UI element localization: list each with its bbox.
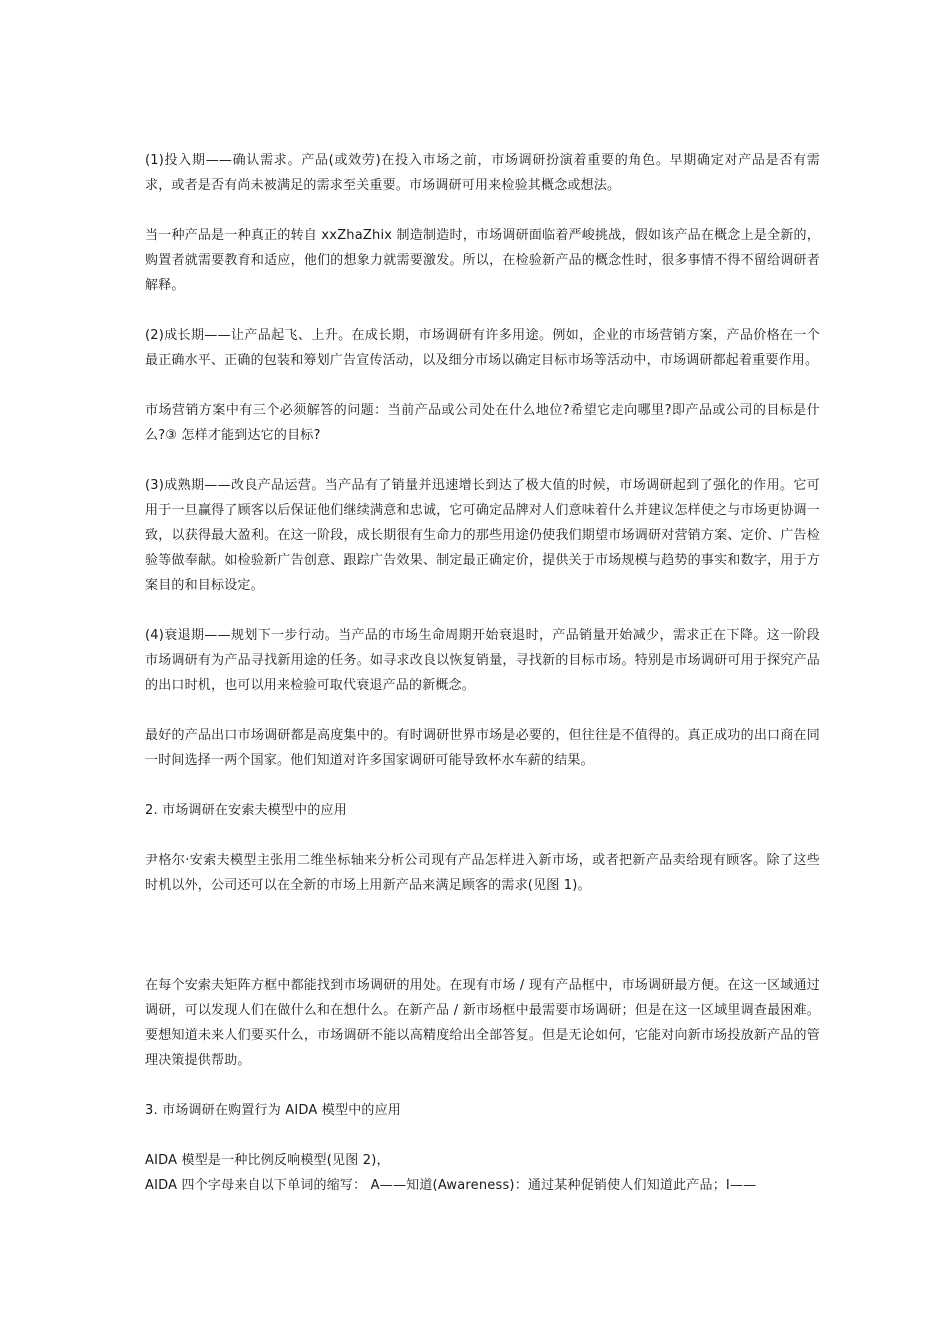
section-heading-aida: 3. 市场调研在购置行为 AIDA 模型中的应用 (145, 1103, 402, 1118)
paragraph-decline-stage: (4)衰退期——规划下一步行动。当产品的市场生命周期开始衰退时，产品销量开始减少，需求正在下降。这一阶段市场调研有为产品寻找新用途的任务。如寻求改良以恢复销量，寻找新的目标市场。特别是市场调研可用于探究产品的出口时机，也可以用来检验可取代衰退产品的新概念。 (145, 628, 820, 693)
paragraph-marketing-plan-questions: 市场营销方案中有三个必须解答的问题：当前产品或公司处在什么地位?希望它走向哪里?即产品或公司的目标是什么?③ 怎样才能到达它的目标? (145, 403, 820, 443)
paragraph-export-research: 最好的产品出口市场调研都是高度集中的。有时调研世界市场是必要的，但往往是不值得的。真正成功的出口商在同一时间选择一两个国家。他们知道对许多国家调研可能导致杯水车薪的结果。 (145, 728, 820, 768)
paragraph-aida-model: AIDA 模型是一种比例反响模型(见图 2)， (145, 1153, 390, 1168)
paragraph-ansoff-model: 尹格尔·安索夫模型主张用二维坐标轴来分析公司现有产品怎样进入新市场，或者把新产品卖给现有顾客。除了这些时机以外，公司还可以在全新的市场上用新产品来满足顾客的需求(见图 1)。 (145, 853, 820, 893)
paragraph-ansoff-matrix-usage: 在每个安索夫矩阵方框中都能找到市场调研的用处。在现有市场 / 现有产品框中，市场调研最方便。在这一区域通过调研，可以发现人们在做什么和在想什么。在新产品 / 新市场框中最需要市场调研；但是在这一区域里调查最困难。要想知道未来人们要买什么，市场调研不能以高精度给出全部答复。但是无论如何，它能对向新市场投放新产品的管理决策提供帮助。 (145, 978, 820, 1068)
paragraph-aida-letters: AIDA 四个字母来自以下单词的缩写： A——知道(Awareness)：通过某种促销使人们知道此产品；I—— (145, 1178, 757, 1193)
figure-placeholder-space (145, 898, 820, 973)
paragraph-new-concept-challenge: 当一种产品是一种真正的转自 xxZhaZhix 制造制造时，市场调研面临着严峻挑战，假如该产品在概念上是全新的，购置者就需要教育和适应，他们的想象力就需要激发。所以，在检验新产品的概念性时，很多事情不得不留给调研者解释。 (145, 228, 820, 293)
document-body (145, 148, 820, 1198)
paragraph-maturity-stage: (3)成熟期——改良产品运营。当产品有了销量并迅速增长到达了极大值的时候，市场调研起到了强化的作用。它可用于一旦赢得了顾客以后保证他们继续满意和忠诚，它可确定品牌对人们意味着什么并建议怎样使之与市场更协调一致，以获得最大盈利。在这一阶段，成长期很有生命力的那些用途仍使我们期望市场调研对营销方案、定价、广告检验等做奉献。如检验新广告创意、跟踪广告效果、制定最正确定价，提供关于市场规模与趋势的事实和数字，用于方案目的和目标设定。 (145, 478, 820, 593)
section-heading-ansoff: 2. 市场调研在安索夫模型中的应用 (145, 803, 347, 818)
paragraph-introduction-stage: (1)投入期——确认需求。产品(或效劳)在投入市场之前，市场调研扮演着重要的角色。早期确定对产品是否有需求，或者是否有尚未被满足的需求至关重要。市场调研可用来检验其概念或想法。 (145, 153, 820, 193)
paragraph-growth-stage: (2)成长期——让产品起飞、上升。在成长期，市场调研有许多用途。例如，企业的市场营销方案，产品价格在一个最正确水平、正确的包装和筹划广告宣传活动，以及细分市场以确定目标市场等活动中，市场调研都起着重要作用。 (145, 328, 820, 368)
